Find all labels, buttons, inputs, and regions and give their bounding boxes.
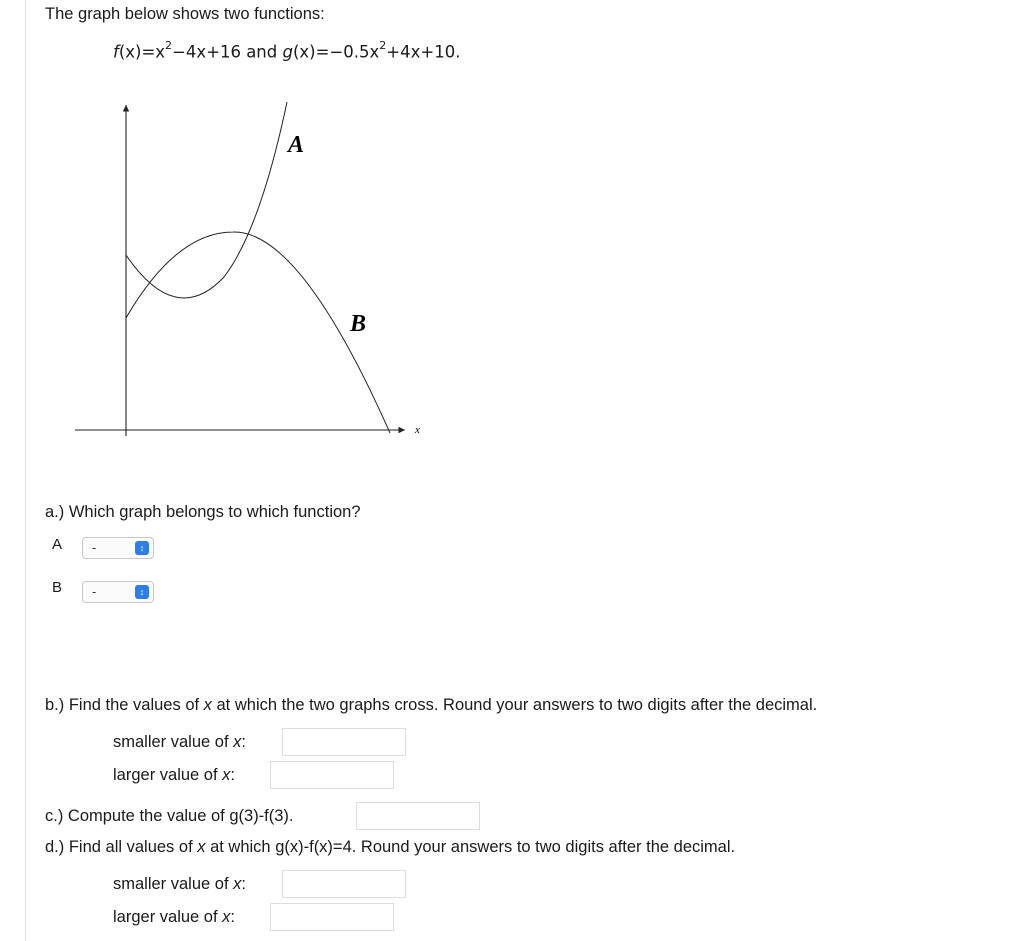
part-d-larger-input[interactable] [270,903,394,931]
select-graph-b-value: - [92,584,97,599]
curve-b-label: B [350,311,367,337]
part-d-question: d.) Find all values of x at which g(x)-f(x)=4. Round your answers to two digits after the decimal. [45,838,736,856]
part-c-input[interactable] [356,802,480,830]
function-graph [70,95,430,440]
part-d-larger-label: larger value of x: [113,908,235,926]
part-d-smaller-input[interactable] [282,870,406,898]
curve-a-label: A [288,132,305,158]
part-a-question: a.) Which graph belongs to which function? [45,503,361,521]
function-definitions: $f(x)=x^2-4x+16$ and $g(x)=-0.5x^2+4x+10$. [113,39,461,62]
intro-text: The graph below shows two functions: [45,5,325,23]
chevron-updown-icon: ↕ [135,585,149,599]
curve-a [126,102,287,298]
part-b-smaller-input[interactable] [282,728,406,756]
part-b-question: b.) Find the values of x at which the two graphs cross. Round your answers to two digits after the decimal. [45,696,818,714]
part-b-larger-input[interactable] [270,761,394,789]
part-b-smaller-label: smaller value of x: [113,733,246,751]
part-c-question: c.) Compute the value of g(3)-f(3). [45,807,294,825]
row-label-b: B [52,579,63,596]
left-divider [25,0,26,941]
row-label-a: A [52,536,63,553]
select-graph-a-value: - [92,540,97,555]
x-axis-label: x [415,424,420,436]
part-b-larger-label: larger value of x: [113,766,235,784]
select-graph-a[interactable] [82,537,154,559]
chevron-updown-icon: ↕ [135,541,149,555]
part-d-smaller-label: smaller value of x: [113,875,246,893]
select-graph-b[interactable] [82,581,154,603]
